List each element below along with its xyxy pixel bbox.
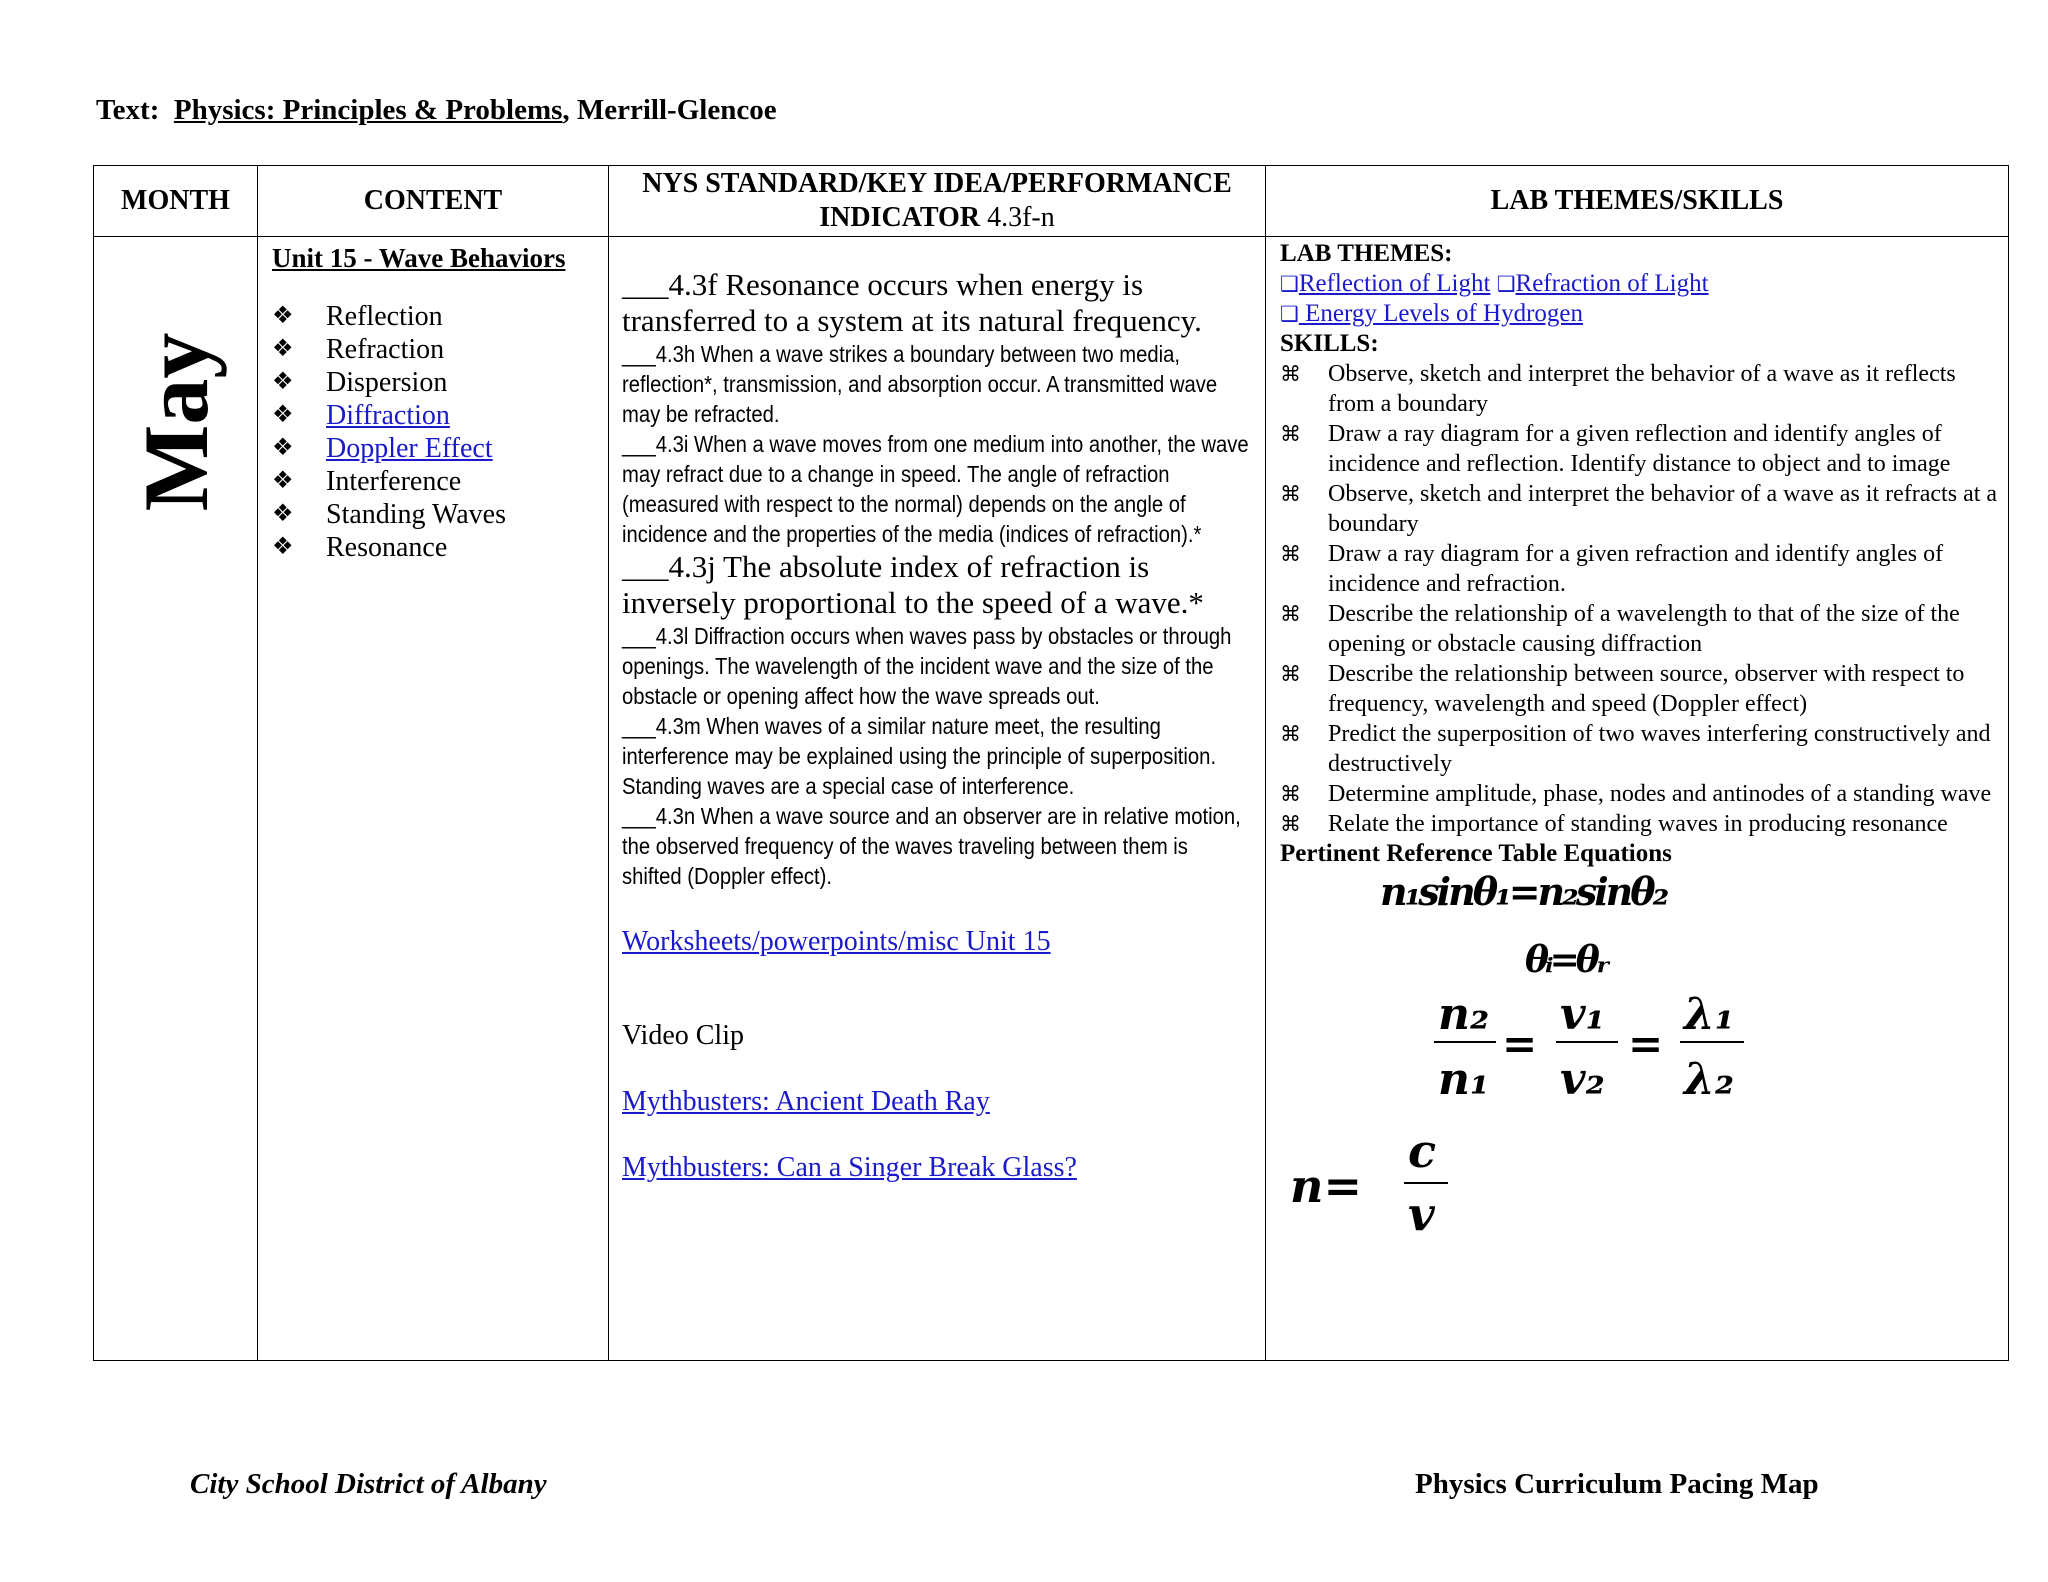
lab-themes — [1280, 269, 1998, 329]
ratio-n2: n₂ — [1438, 989, 1490, 1040]
diamond-bullet-icon: ❖ — [272, 501, 294, 527]
skill-text: Draw a ray diagram for a given refraction and identify angles of incidence and refraction. — [1328, 541, 1944, 597]
skills-heading: SKILLS: — [1280, 330, 1379, 357]
textbook-title: Physics: Principles & Problems — [173, 94, 563, 126]
topic-doppler-effect-link[interactable]: Doppler Effect — [326, 433, 493, 464]
skill-text: Predict the superposition of two waves interfering constructively and destructively — [1328, 721, 1991, 777]
ratio-v1: v₁ — [1560, 989, 1605, 1040]
command-bullet-icon: ⌘ — [1280, 782, 1301, 806]
pacing-table — [93, 165, 2009, 1361]
ratio-n1: n₁ — [1438, 1054, 1490, 1105]
fraction-bar — [1404, 1182, 1448, 1184]
checkbox-icon: ❑ — [1280, 302, 1299, 326]
ratio-v2: v₂ — [1560, 1054, 1605, 1105]
list-item — [272, 366, 608, 399]
list-item — [272, 399, 608, 432]
skill-item — [1280, 599, 1998, 659]
standard-4-3f: ___4.3f Resonance occurs when energy is transferred to a system at its natural frequency. — [622, 267, 1202, 338]
standard-header-code: 4.3f-n — [980, 202, 1055, 233]
text-reference — [96, 94, 777, 127]
month-label: May — [124, 332, 227, 512]
standards-cell — [609, 237, 1266, 1361]
command-bullet-icon: ⌘ — [1280, 662, 1301, 686]
skill-item — [1280, 779, 1998, 809]
equations-heading: Pertinent Reference Table Equations — [1280, 840, 1672, 867]
standard-4-3i: ___4.3i When a wave moves from one medium into another, the wave may refract due to a change in speed. The angle of refraction (measured with respect to the normal) depends on the angle of incidence and the properties of the media (indices of refraction).* — [622, 431, 1249, 547]
diamond-bullet-icon: ❖ — [272, 435, 294, 461]
footer-doc-title: Physics Curriculum Pacing Map — [1415, 1468, 1819, 1500]
month-header: MONTH — [94, 166, 258, 237]
body-row — [94, 237, 2009, 1361]
standard-4-3n: ___4.3n When a wave source and an observer are in relative motion, the observed frequency of the waves traveling between them is shifted (Doppler effect). — [622, 803, 1241, 889]
reflection-law-equation: θᵢ=θᵣ — [1525, 939, 1607, 981]
topic-reflection: Reflection — [326, 301, 443, 332]
theme-hydrogen-link[interactable]: Energy Levels of Hydrogen — [1298, 300, 1584, 327]
list-item — [272, 465, 608, 498]
snell-law-equation: n₁sinθ₁=n₂sinθ₂ — [1380, 869, 1667, 914]
lab-themes-heading: LAB THEMES: — [1280, 240, 1453, 267]
footer-district: City School District of Albany — [190, 1468, 547, 1500]
standard-4-3h: ___4.3h When a wave strikes a boundary between two media, reflection*, transmission, and absorption occur. A transmitted wave may be refracted. — [622, 341, 1218, 427]
list-item — [272, 333, 608, 366]
standard-header-indicator: INDICATOR — [819, 202, 981, 233]
theme-refraction-link[interactable]: Refraction of Light — [1515, 270, 1709, 297]
publisher: , Merrill-Glencoe — [562, 94, 777, 126]
topic-resonance: Resonance — [326, 532, 448, 563]
skill-item — [1280, 419, 1998, 479]
topic-list — [272, 300, 608, 564]
command-bullet-icon: ⌘ — [1280, 542, 1301, 566]
diamond-bullet-icon: ❖ — [272, 369, 294, 395]
video-clip-label: Video Clip — [622, 1020, 744, 1051]
checkbox-icon: ❑ — [1496, 272, 1516, 296]
list-item — [272, 432, 608, 465]
skill-item — [1280, 479, 1998, 539]
index-c: c — [1408, 1124, 1437, 1178]
fraction-bar — [1680, 1041, 1744, 1043]
command-bullet-icon: ⌘ — [1280, 602, 1301, 626]
equations-area — [1280, 869, 1998, 1249]
ratio-lambda1: λ₁ — [1684, 989, 1735, 1040]
equals-sign: = — [1628, 1019, 1664, 1068]
unit-title: Unit 15 - Wave Behaviors — [272, 243, 566, 273]
command-bullet-icon: ⌘ — [1280, 722, 1301, 746]
fraction-bar — [1434, 1041, 1496, 1043]
topic-refraction: Refraction — [326, 334, 445, 365]
list-item — [272, 300, 608, 333]
standard-4-3m: ___4.3m When waves of a similar nature meet, the resulting interference may be explained using the principle of superposition. Standing waves are a special case of interference. — [622, 713, 1217, 799]
index-v: v — [1408, 1187, 1435, 1241]
topic-dispersion: Dispersion — [326, 367, 448, 398]
skill-item — [1280, 719, 1998, 779]
skill-item — [1280, 539, 1998, 599]
topic-interference: Interference — [326, 466, 462, 497]
content-cell — [258, 237, 609, 1361]
skill-item — [1280, 809, 1998, 839]
standard-4-3j: ___4.3j The absolute index of refraction is inversely proportional to the speed of a wave.* — [622, 549, 1204, 620]
command-bullet-icon: ⌘ — [1280, 422, 1301, 446]
skill-text: Observe, sketch and interpret the behavior of a wave as it reflects from a boundary — [1328, 361, 1956, 417]
skill-text: Observe, sketch and interpret the behavior of a wave as it refracts at a boundary — [1328, 481, 1998, 537]
diamond-bullet-icon: ❖ — [272, 303, 294, 329]
text-prefix: Text: — [96, 94, 160, 126]
diamond-bullet-icon: ❖ — [272, 336, 294, 362]
spacer — [622, 891, 1253, 925]
skill-text: Describe the relationship between source, observer with respect to frequency, wavelength and speed (Doppler effect) — [1328, 661, 1965, 717]
standard-header-line1: NYS STANDARD/KEY IDEA/PERFORMANCE — [642, 168, 1232, 199]
standard-4-3l: ___4.3l Diffraction occurs when waves pass by obstacles or through openings. The wavelength of the incident wave and the size of the obstacle or opening affect how the wave spreads out. — [622, 623, 1232, 709]
lab-header: LAB THEMES/SKILLS — [1266, 166, 2009, 237]
diamond-bullet-icon: ❖ — [272, 402, 294, 428]
lab-cell — [1266, 237, 2009, 1361]
month-cell — [94, 237, 258, 1361]
index-lhs: n= — [1290, 1159, 1362, 1213]
list-item — [272, 531, 608, 564]
diamond-bullet-icon: ❖ — [272, 534, 294, 560]
command-bullet-icon: ⌘ — [1280, 812, 1301, 836]
skill-item — [1280, 359, 1998, 419]
fraction-bar — [1556, 1041, 1618, 1043]
ratio-lambda2: λ₂ — [1684, 1054, 1735, 1105]
standard-header-line2 — [609, 201, 1265, 235]
command-bullet-icon: ⌘ — [1280, 362, 1301, 386]
theme-reflection-link[interactable]: Reflection of Light — [1298, 270, 1491, 297]
skill-text: Relate the importance of standing waves in producing resonance — [1328, 811, 1948, 837]
command-bullet-icon: ⌘ — [1280, 482, 1301, 506]
worksheets-link[interactable]: Worksheets/powerpoints/misc Unit 15 — [622, 926, 1051, 957]
skill-text: Describe the relationship of a wavelength to that of the size of the opening or obstacle causing diffraction — [1328, 601, 1960, 657]
topic-standing-waves: Standing Waves — [326, 499, 506, 530]
equals-sign: = — [1502, 1019, 1538, 1068]
content-header: CONTENT — [258, 166, 609, 237]
spacer — [622, 959, 1253, 1019]
standard-header — [609, 166, 1266, 237]
diamond-bullet-icon: ❖ — [272, 468, 294, 494]
video-link-singer-glass[interactable]: Mythbusters: Can a Singer Break Glass? — [622, 1152, 1077, 1183]
skill-item — [1280, 659, 1998, 719]
skill-text: Draw a ray diagram for a given reflection and identify angles of incidence and reflection. Identify distance to object and to image — [1328, 421, 1951, 477]
list-item — [272, 498, 608, 531]
video-link-death-ray[interactable]: Mythbusters: Ancient Death Ray — [622, 1086, 990, 1117]
skill-text: Determine amplitude, phase, nodes and antinodes of a standing wave — [1328, 781, 1992, 807]
header-row — [94, 166, 2009, 237]
topic-diffraction-link[interactable]: Diffraction — [326, 400, 450, 431]
checkbox-icon: ❑ — [1280, 272, 1299, 296]
